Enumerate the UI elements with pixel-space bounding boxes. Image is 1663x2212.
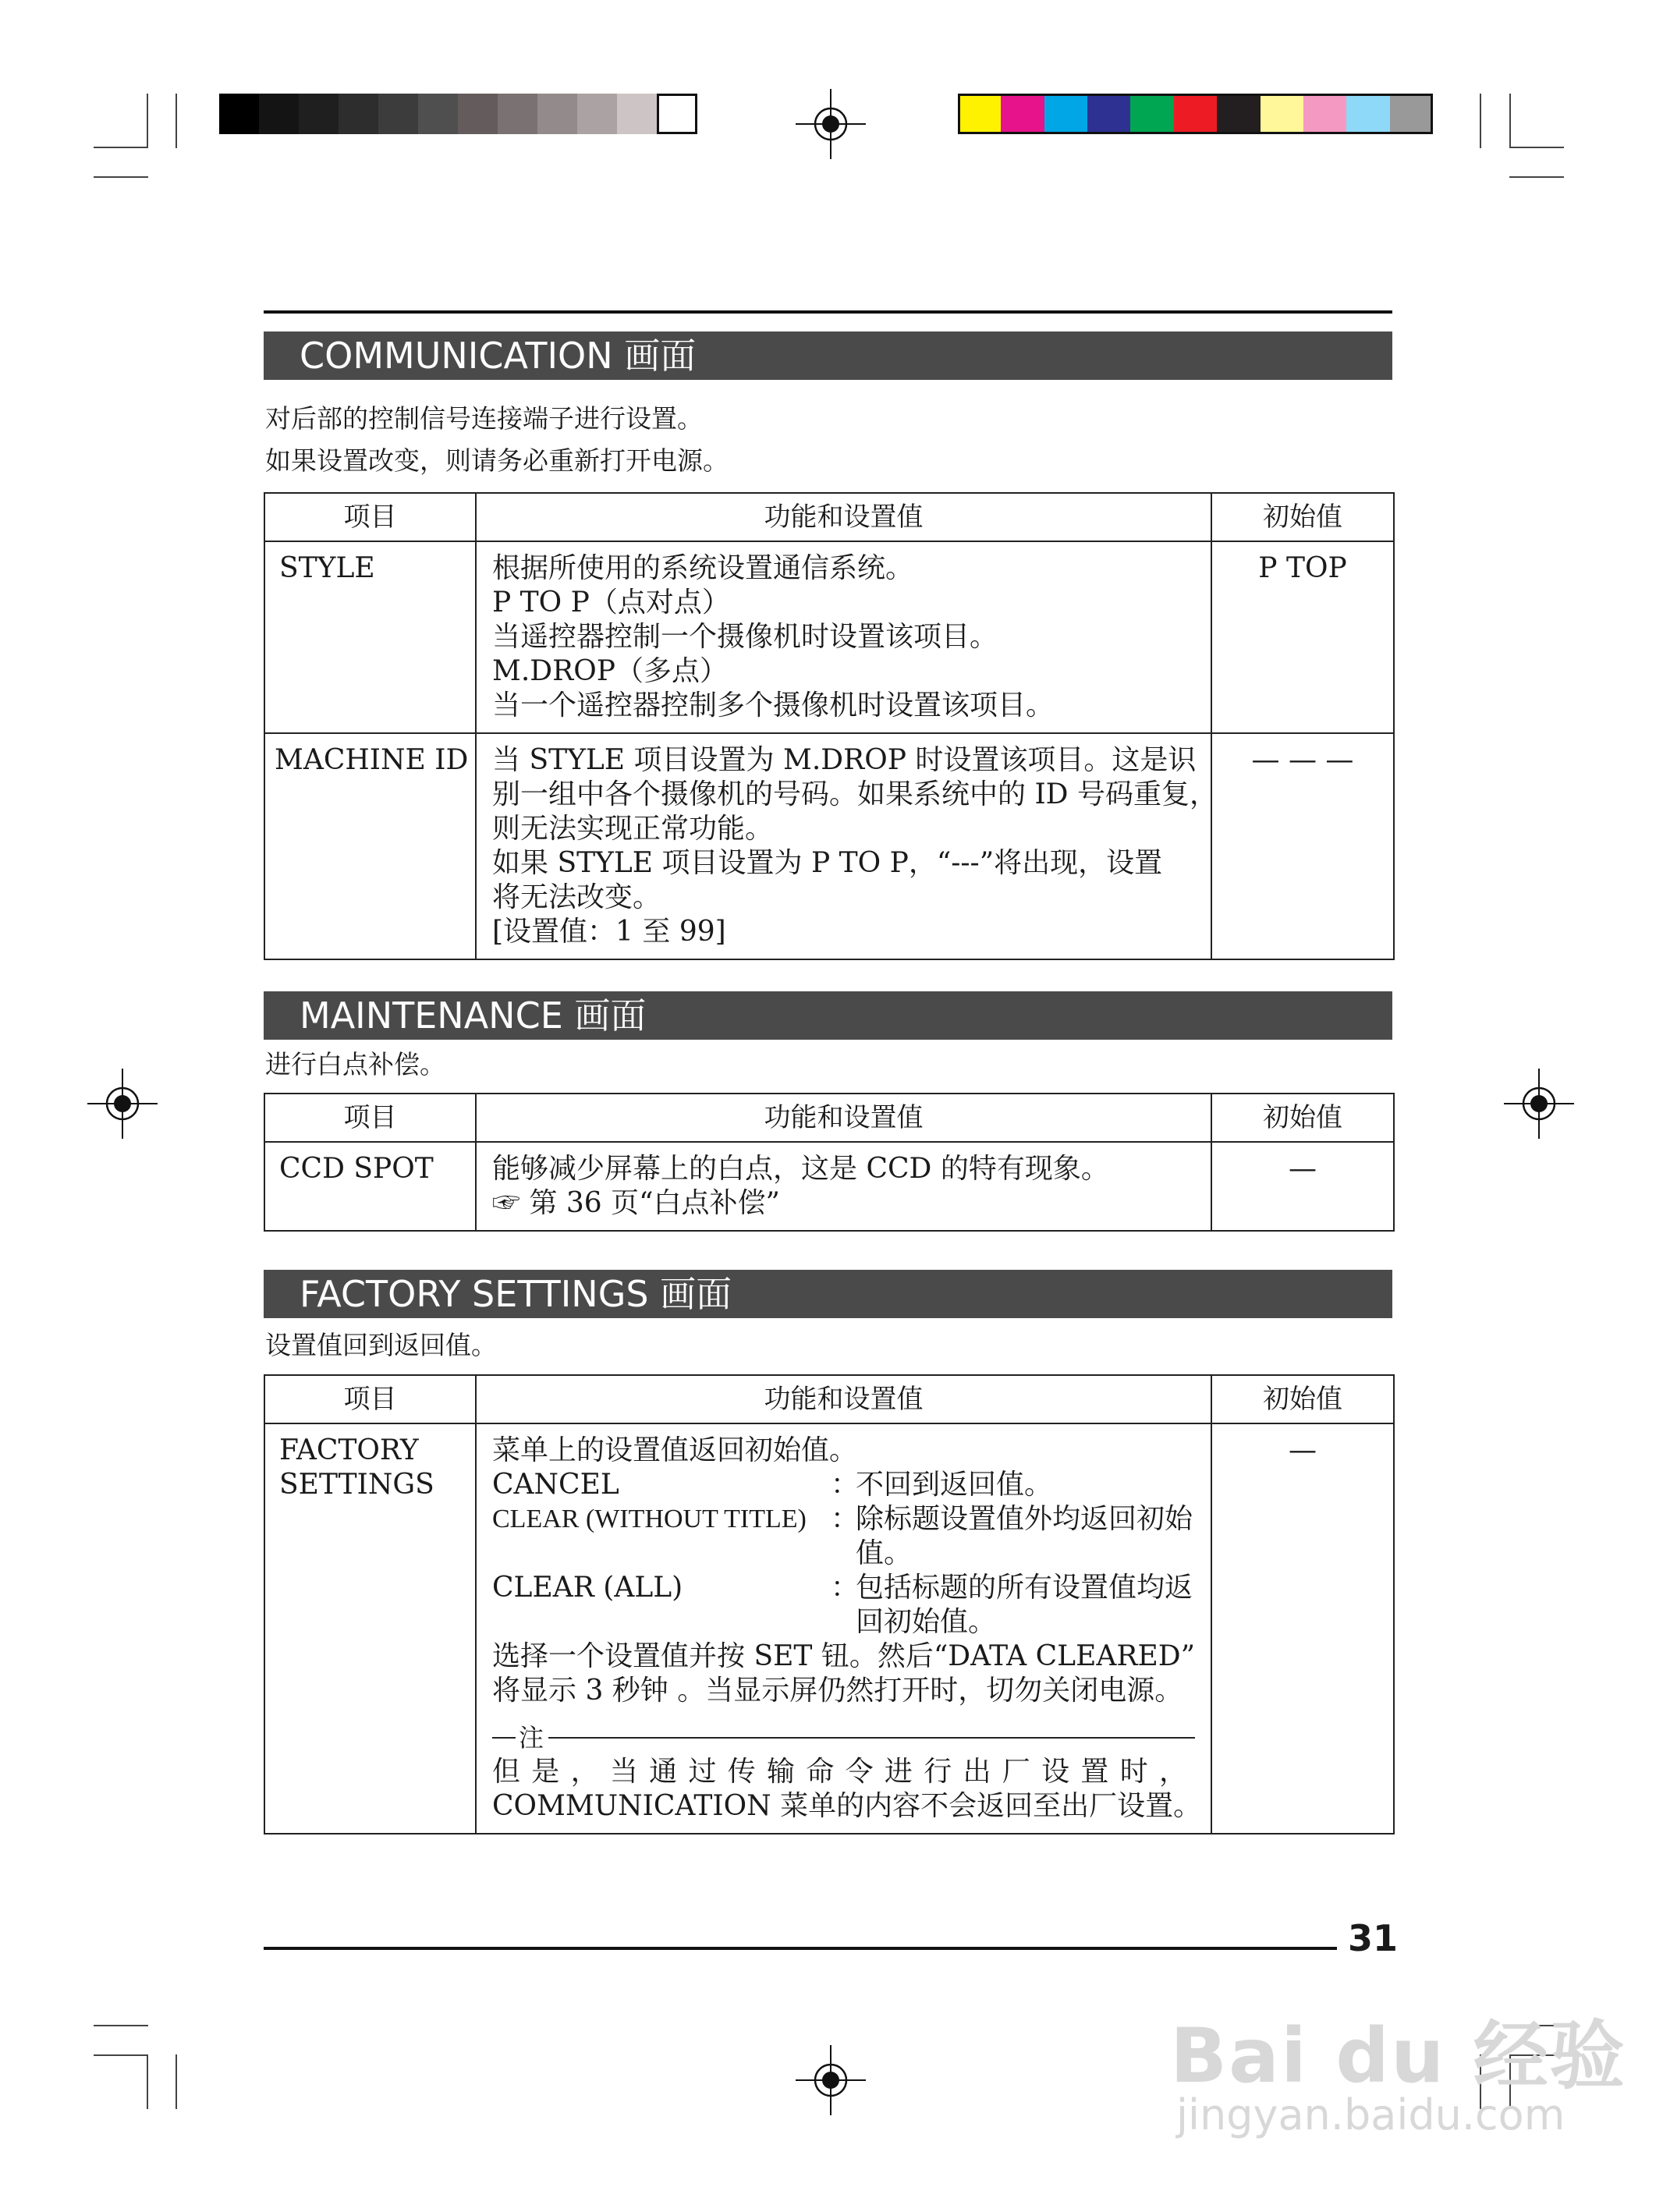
- bottom-rule: [264, 1947, 1337, 1950]
- factory-intro: 设置值回到返回值。: [265, 1330, 497, 1360]
- text-line: 将显示 3 秒钟 。当显示屏仍然打开时，切勿关闭电源。: [492, 1675, 1183, 1707]
- section-title-communication: COMMUNICATION 画面: [264, 331, 1392, 380]
- baidu-watermark-logo: Bai du 经验: [1170, 2012, 1626, 2100]
- option-key: CLEAR (WITHOUT TITLE): [492, 1505, 807, 1533]
- color-swatch: [378, 94, 419, 134]
- intro-line: 如果设置改变，则请务必重新打开电源。: [265, 445, 729, 476]
- table-row: [264, 1423, 1394, 1834]
- option-colon: ：: [831, 1503, 860, 1535]
- crop-mark: [1509, 147, 1564, 148]
- crop-mark: [176, 2054, 177, 2109]
- color-swatch: [537, 94, 578, 134]
- registration-mark-icon: [796, 2045, 866, 2115]
- crop-mark: [94, 2025, 148, 2026]
- note-rule: [492, 1737, 516, 1739]
- header-initial: 初始值: [1211, 1094, 1394, 1142]
- intro-line: 对后部的控制信号连接端子进行设置。: [265, 403, 703, 434]
- initial-value: —: [1211, 1142, 1394, 1231]
- communication-table: [264, 492, 1395, 960]
- option-value: 不回到返回值。: [856, 1469, 1053, 1501]
- page-number: 31: [1348, 1917, 1399, 1959]
- text-line: 根据所使用的系统设置通信系统。: [492, 552, 914, 584]
- header-initial: 初始值: [1211, 1375, 1394, 1423]
- crop-mark: [1509, 94, 1511, 148]
- crop-mark: [176, 94, 177, 148]
- initial-value: —: [1211, 1423, 1394, 1834]
- crop-mark: [94, 2054, 148, 2056]
- text-line: 如果 STYLE 项目设置为 P TO P，“---”将出现，设置: [492, 847, 1163, 879]
- maintenance-table: [264, 1093, 1395, 1232]
- header-item: 项目: [264, 1375, 476, 1423]
- option-clear-without-title: [492, 1502, 1195, 1571]
- item-ccd-spot: CCD SPOT: [264, 1142, 476, 1231]
- color-swatch: [418, 94, 459, 134]
- header-item: 项目: [264, 1094, 476, 1142]
- note-heading: [492, 1721, 1195, 1755]
- text-line: 别一组中各个摄像机的号码。如果系统中的 ID 号码重复，: [492, 778, 1218, 810]
- baidu-watermark-url: jingyan.baidu.com: [1176, 2090, 1565, 2139]
- text-line: [设置值：1 至 99]: [492, 916, 726, 948]
- header-function: 功能和设置值: [476, 1375, 1211, 1423]
- option-value: 除标题设置值外均返回初始值。: [856, 1503, 1193, 1569]
- table-header-row: [264, 1375, 1394, 1423]
- text-line: P TO P（点对点）: [492, 587, 730, 619]
- section-title-factory-settings: FACTORY SETTINGS 画面: [264, 1270, 1392, 1318]
- text-line: 当 STYLE 项目设置为 M.DROP 时设置该项目。这是识: [492, 744, 1197, 776]
- item-label-line: FACTORY: [279, 1434, 419, 1466]
- note-rule: [548, 1737, 1195, 1739]
- text-line: 则无法实现正常功能。: [492, 813, 774, 845]
- registration-mark-icon: [796, 89, 866, 159]
- color-bar-border: [958, 94, 1433, 134]
- option-colon: ：: [831, 1572, 860, 1604]
- note-text: COMMUNICATION 菜单的内容不会返回至出厂设置。: [492, 1790, 1202, 1822]
- function-cell: [476, 733, 1218, 959]
- table-row: [264, 1142, 1394, 1231]
- color-swatch: [458, 94, 498, 134]
- text-line: 将无法改变。: [492, 881, 661, 913]
- registration-mark-icon: [1504, 1069, 1574, 1139]
- crop-mark: [1480, 94, 1481, 148]
- factory-table: [264, 1374, 1395, 1834]
- text-line: 当遥控器控制一个摄像机时设置该项目。: [492, 621, 998, 653]
- table-header-row: [264, 493, 1394, 541]
- function-cell: [476, 541, 1211, 733]
- crop-mark: [147, 94, 148, 148]
- crop-mark: [94, 176, 148, 178]
- header-function: 功能和设置值: [476, 1094, 1211, 1142]
- text-line: 能够减少屏幕上的白点，这是 CCD 的特有现象。: [492, 1153, 1109, 1185]
- initial-value: — — —: [1211, 733, 1394, 959]
- crop-mark: [147, 2054, 148, 2109]
- maintenance-intro: 进行白点补偿。: [265, 1049, 445, 1079]
- header-item: 项目: [264, 493, 476, 541]
- table-row: [264, 733, 1394, 959]
- option-colon: ：: [831, 1469, 860, 1501]
- crop-mark: [1509, 176, 1564, 178]
- option-clear-all: [492, 1571, 1195, 1640]
- section-title-maintenance: MAINTENANCE 画面: [264, 991, 1392, 1040]
- page-reference-link[interactable]: ☞ 第 36 页“白点补偿”: [492, 1187, 780, 1219]
- header-initial: 初始值: [1211, 493, 1394, 541]
- color-swatch: [617, 94, 658, 134]
- option-cancel: [492, 1468, 1195, 1502]
- option-key: CLEAR (ALL): [492, 1572, 683, 1604]
- table-row: [264, 541, 1394, 733]
- text-line: 选择一个设置值并按 SET 钮。然后“DATA CLEARED”: [492, 1640, 1196, 1672]
- initial-value: P TOP: [1211, 541, 1394, 733]
- color-swatch: [577, 94, 618, 134]
- color-swatch: [299, 94, 339, 134]
- color-swatch: [657, 94, 697, 134]
- table-header-row: [264, 1094, 1394, 1142]
- text-line: M.DROP（多点）: [492, 655, 729, 687]
- text-line: 菜单上的设置值返回初始值。: [492, 1434, 858, 1466]
- color-swatch: [259, 94, 300, 134]
- item-machine-id: MACHINE ID: [264, 733, 476, 959]
- item-style: STYLE: [264, 541, 476, 733]
- text-line: 当一个遥控器控制多个摄像机时设置该项目。: [492, 689, 1055, 721]
- option-key: CANCEL: [492, 1469, 619, 1501]
- communication-intro: [265, 398, 729, 482]
- option-value: 包括标题的所有设置值均返回初始值。: [856, 1572, 1193, 1638]
- function-cell: [476, 1142, 1211, 1231]
- header-function: 功能和设置值: [476, 493, 1211, 541]
- item-label-line: SETTINGS: [279, 1469, 434, 1501]
- registration-mark-icon: [87, 1069, 158, 1139]
- note-text: 但是，当通过传输命令进行出厂设置时，: [492, 1756, 1195, 1788]
- top-rule: [264, 310, 1392, 314]
- crop-mark: [94, 147, 148, 148]
- function-cell: [476, 1423, 1211, 1834]
- color-swatch: [219, 94, 260, 134]
- item-factory-settings: [264, 1423, 476, 1834]
- color-swatch: [339, 94, 379, 134]
- note-label: 注: [519, 1723, 544, 1753]
- color-swatch: [498, 94, 538, 134]
